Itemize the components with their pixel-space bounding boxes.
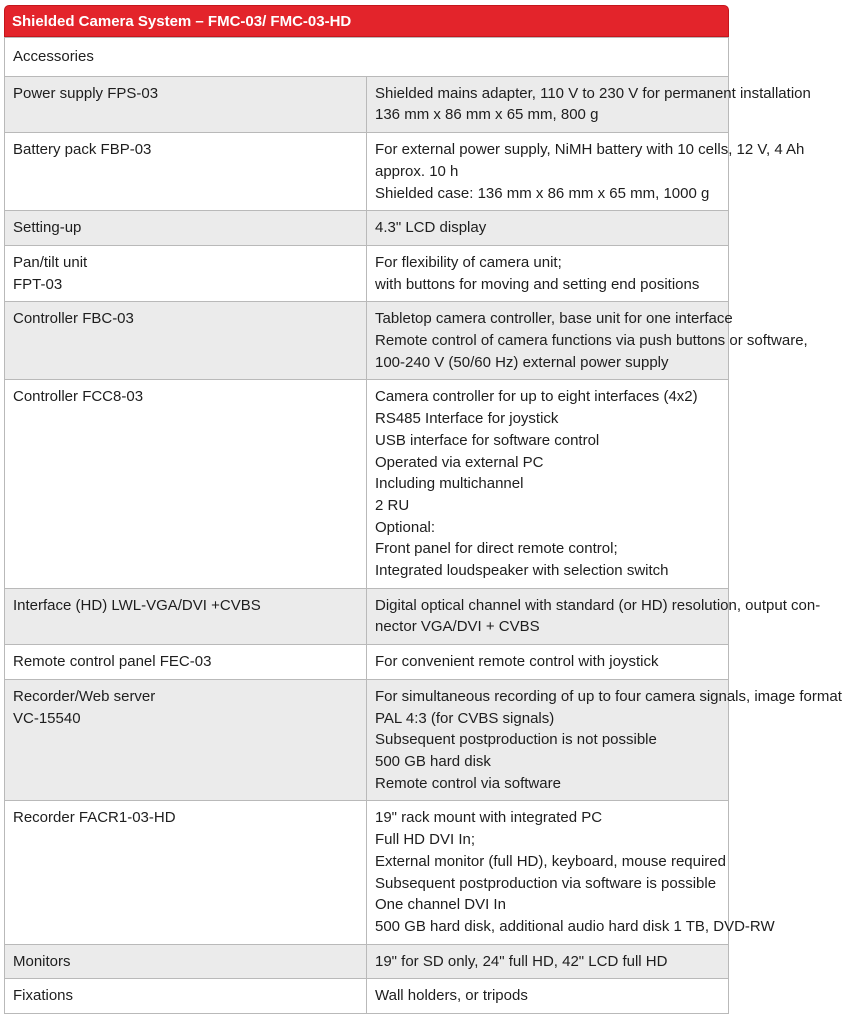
- item-description-line: Subsequent postproduction via software is possible: [375, 874, 717, 892]
- item-description-line: 19" rack mount with integrated PC: [375, 809, 603, 827]
- item-description-cell: [367, 645, 729, 680]
- item-description-line: 2 RU: [375, 496, 410, 514]
- item-name-line: Pan/tilt unit: [13, 253, 88, 271]
- item-name-line: FPT-03: [13, 275, 63, 293]
- item-name-cell: [5, 302, 367, 380]
- item-description-line: Front panel for direct remote control;: [375, 540, 618, 558]
- item-name-line: Fixations: [13, 987, 74, 1005]
- item-description-cell: [367, 679, 842, 801]
- item-name-cell: [5, 801, 367, 944]
- item-name-cell: [5, 211, 367, 246]
- item-description-line: Full HD DVI In;: [375, 831, 476, 849]
- item-name-line: Recorder/Web server: [13, 687, 156, 705]
- item-description-line: 4.3" LCD display: [375, 219, 487, 237]
- item-name-line: Controller FBC-03: [13, 310, 134, 328]
- item-description-line: Subsequent postproduction is not possible: [375, 731, 657, 749]
- item-name-line: Remote control panel FEC-03: [13, 653, 212, 671]
- table-body: [5, 38, 842, 1014]
- item-name-line: Power supply FPS-03: [13, 84, 159, 102]
- item-name-cell: [5, 944, 367, 979]
- item-description-line: External monitor (full HD), keyboard, mouse required: [375, 852, 726, 870]
- table-row: [5, 588, 729, 644]
- item-description-cell: [367, 133, 805, 211]
- item-description-line: For convenient remote control with joystick: [375, 653, 659, 671]
- item-description-line: Integrated loudspeaker with selection switch: [375, 562, 669, 580]
- table-row: [5, 380, 729, 588]
- item-description-line: Wall holders, or tripods: [375, 987, 528, 1005]
- item-description-line: approx. 10 h: [375, 162, 459, 180]
- item-description-line: Camera controller for up to eight interfaces (4x2): [375, 388, 698, 406]
- item-name-cell: [5, 588, 367, 644]
- item-name-line: VC-15540: [13, 709, 81, 727]
- item-name-line: Setting-up: [13, 219, 82, 237]
- item-description-line: PAL 4:3 (for CVBS signals): [375, 709, 555, 727]
- table-row: [5, 944, 729, 979]
- item-description-cell: [367, 76, 811, 132]
- item-description-line: For external power supply, NiMH battery with 10 cells, 12 V, 4 Ah: [375, 141, 805, 159]
- item-description-line: Digital optical channel with standard (or HD) resolution, output con-: [375, 596, 821, 614]
- table-row: [5, 245, 729, 301]
- item-description-line: One channel DVI In: [375, 896, 506, 914]
- item-description-line: 500 GB hard disk, additional audio hard disk 1 TB, DVD-RW: [375, 917, 775, 935]
- table-row: [5, 133, 729, 211]
- item-description-line: RS485 Interface for joystick: [375, 410, 559, 428]
- section-header-row: [5, 38, 729, 77]
- section-header: Accessories: [5, 38, 729, 77]
- item-description-line: nector VGA/DVI + CVBS: [375, 618, 540, 636]
- item-name-cell: [5, 133, 367, 211]
- item-description-line: Tabletop camera controller, base unit for one interface: [375, 310, 733, 328]
- item-description-cell: [367, 979, 729, 1014]
- table-row: [5, 211, 729, 246]
- item-description-line: For simultaneous recording of up to four camera signals, image format: [375, 687, 842, 705]
- item-description-line: 19" for SD only, 24" full HD, 42" LCD full HD: [375, 952, 668, 970]
- item-description-line: Remote control via software: [375, 774, 561, 792]
- item-name-cell: [5, 380, 367, 588]
- item-description-cell: [367, 801, 775, 944]
- table-row: [5, 801, 729, 944]
- table-row: [5, 76, 729, 132]
- item-name-cell: [5, 645, 367, 680]
- item-description-cell: [367, 588, 821, 644]
- item-description-line: Shielded case: 136 mm x 86 mm x 65 mm, 1000 g: [375, 184, 710, 202]
- item-description-line: 500 GB hard disk: [375, 752, 491, 770]
- item-name-line: Interface (HD) LWL-VGA/DVI +CVBS: [13, 596, 261, 614]
- item-description-cell: [367, 211, 729, 246]
- item-name-cell: [5, 245, 367, 301]
- item-name-line: Monitors: [13, 952, 71, 970]
- item-name-cell: [5, 76, 367, 132]
- item-description-line: 100-240 V (50/60 Hz) external power supply: [375, 353, 669, 371]
- item-name-line: Recorder FACR1-03-HD: [13, 809, 176, 827]
- item-description-line: Optional:: [375, 518, 436, 536]
- item-name-cell: [5, 679, 367, 801]
- item-description-line: For flexibility of camera unit;: [375, 253, 562, 271]
- table-row: [5, 679, 729, 801]
- item-description-line: Operated via external PC: [375, 453, 544, 471]
- item-description-line: Shielded mains adapter, 110 V to 230 V for permanent installation: [375, 84, 811, 102]
- item-name-line: Controller FCC8-03: [13, 388, 144, 406]
- item-name-cell: [5, 979, 367, 1014]
- spec-table-container: [4, 5, 842, 1014]
- item-name-line: Battery pack FBP-03: [13, 141, 152, 159]
- item-description-line: 136 mm x 86 mm x 65 mm, 800 g: [375, 106, 599, 124]
- item-description-line: Including multichannel: [375, 475, 524, 493]
- item-description-cell: [367, 302, 808, 380]
- table-row: [5, 979, 729, 1014]
- item-description-line: with buttons for moving and setting end positions: [375, 275, 700, 293]
- table-row: [5, 645, 729, 680]
- item-description-cell: [367, 245, 729, 301]
- table-title: Shielded Camera System – FMC-03/ FMC-03-HD: [4, 5, 729, 37]
- item-description-line: USB interface for software control: [375, 431, 600, 449]
- item-description-cell: [367, 380, 729, 588]
- table-row: [5, 302, 729, 380]
- item-description-line: Remote control of camera functions via push buttons or software,: [375, 332, 808, 350]
- item-description-cell: [367, 944, 729, 979]
- accessories-table: [4, 37, 842, 1014]
